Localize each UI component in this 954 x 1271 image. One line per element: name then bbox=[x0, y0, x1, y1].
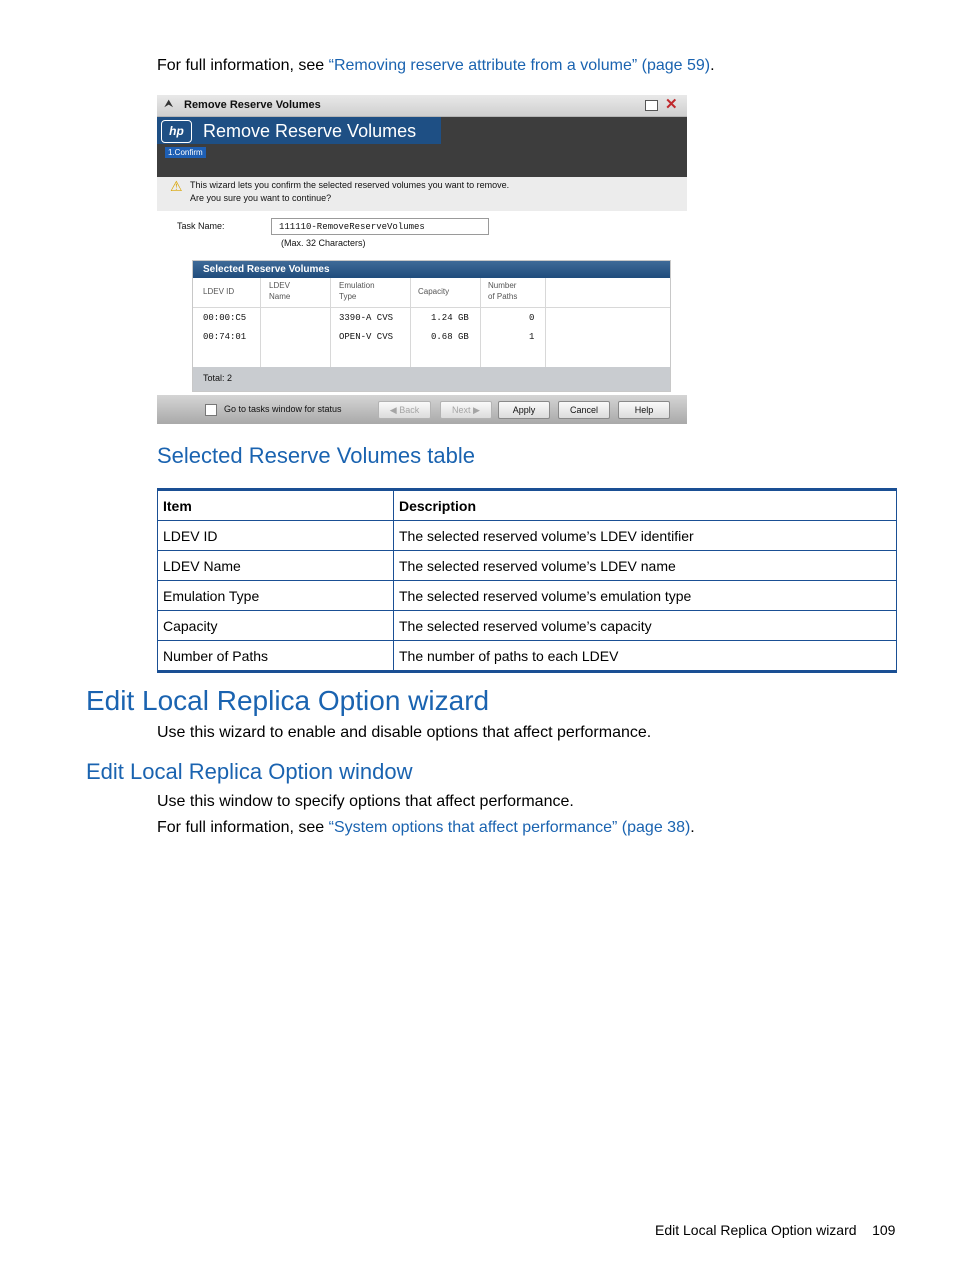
description-cell: The selected reserved volume’s emulation type bbox=[394, 581, 897, 611]
item-cell: LDEV ID bbox=[158, 521, 394, 551]
wizard-banner bbox=[157, 117, 687, 177]
cell-capacity: 1.24 GB bbox=[431, 313, 469, 323]
outro-link[interactable]: “System options that affect performance” (page 38) bbox=[328, 819, 691, 836]
description-cell: The selected reserved volume’s LDEV identifier bbox=[394, 521, 897, 551]
table-row bbox=[158, 521, 897, 551]
intro-paragraph bbox=[157, 56, 715, 76]
wizard-description: Use this wizard to enable and disable options that affect performance. bbox=[157, 724, 652, 741]
column-header-ldev-name[interactable]: LDEV Name bbox=[269, 281, 291, 301]
cell-emulation: 3390-A CVS bbox=[339, 313, 394, 323]
cell-ldev-id: 00:00:C5 bbox=[203, 313, 247, 323]
header-item: Item bbox=[158, 490, 394, 521]
button-bar bbox=[157, 395, 687, 424]
column-header-ldev-id[interactable]: LDEV ID bbox=[203, 287, 235, 296]
footer-title: Edit Local Replica Option wizard bbox=[655, 1222, 857, 1238]
intro-suffix: . bbox=[710, 57, 715, 74]
banner-title-bar bbox=[157, 117, 441, 144]
table-row bbox=[158, 581, 897, 611]
item-cell: LDEV Name bbox=[158, 551, 394, 581]
table-header-row bbox=[158, 490, 897, 521]
window-heading: Edit Local Replica Option window bbox=[86, 759, 413, 784]
cell-paths: 0 bbox=[529, 313, 535, 323]
warning-icon: ⚠ bbox=[170, 178, 183, 194]
warning-message bbox=[157, 177, 687, 211]
outro-paragraph bbox=[157, 818, 695, 838]
description-cell: The number of paths to each LDEV bbox=[394, 641, 897, 672]
collapse-icon[interactable]: ⮝ bbox=[164, 98, 174, 110]
task-name-input[interactable]: 111110-RemoveReserveVolumes bbox=[271, 218, 489, 235]
cell-ldev-id: 00:74:01 bbox=[203, 332, 247, 342]
header-description: Description bbox=[394, 490, 897, 521]
step-indicator: 1.Confirm bbox=[165, 147, 206, 158]
outro-prefix: For full information, see bbox=[157, 819, 329, 836]
cell-paths: 1 bbox=[529, 332, 535, 342]
window-titlebar bbox=[157, 95, 687, 117]
cell-emulation: OPEN-V CVS bbox=[339, 332, 394, 342]
page-number: 109 bbox=[872, 1222, 896, 1238]
column-header-number-of-paths[interactable]: Number of Paths bbox=[488, 281, 518, 301]
cell-capacity: 0.68 GB bbox=[431, 332, 469, 342]
intro-link[interactable]: “Removing reserve attribute from a volume” (page 59) bbox=[328, 57, 711, 74]
item-cell: Emulation Type bbox=[158, 581, 394, 611]
section-heading: Selected Reserve Volumes table bbox=[157, 443, 475, 468]
table-row bbox=[158, 611, 897, 641]
outro-suffix: . bbox=[690, 819, 695, 836]
go-to-tasks-checkbox[interactable] bbox=[205, 404, 217, 416]
back-button[interactable]: ◀ Back bbox=[378, 401, 431, 419]
cancel-button[interactable]: Cancel bbox=[558, 401, 610, 419]
window-description: Use this window to specify options that affect performance. bbox=[157, 793, 574, 810]
table-title: Selected Reserve Volumes bbox=[193, 261, 670, 278]
task-name-label: Task Name: bbox=[177, 221, 225, 231]
page-footer bbox=[655, 1222, 895, 1238]
table-row bbox=[158, 641, 897, 672]
go-to-tasks-label: Go to tasks window for status bbox=[224, 404, 342, 414]
table-footer bbox=[193, 367, 670, 391]
intro-prefix: For full information, see bbox=[157, 57, 329, 74]
selected-reserve-volumes-table bbox=[192, 260, 671, 392]
help-button[interactable]: Help bbox=[618, 401, 670, 419]
column-header-capacity[interactable]: Capacity bbox=[418, 287, 450, 296]
total-count: Total: 2 bbox=[203, 373, 233, 383]
maximize-icon[interactable] bbox=[645, 100, 658, 111]
close-icon[interactable]: ✕ bbox=[665, 96, 678, 113]
hp-logo-icon: hp bbox=[161, 120, 192, 143]
remove-reserve-volumes-window bbox=[157, 95, 687, 424]
wizard-heading: Edit Local Replica Option wizard bbox=[86, 685, 490, 716]
warning-line-2: Are you sure you want to continue? bbox=[190, 193, 332, 203]
column-header-emulation-type[interactable]: Emulation Type bbox=[339, 281, 375, 301]
next-button[interactable]: Next ▶ bbox=[440, 401, 492, 419]
description-cell: The selected reserved volume’s LDEV name bbox=[394, 551, 897, 581]
task-name-hint: (Max. 32 Characters) bbox=[281, 238, 366, 248]
description-table bbox=[157, 488, 897, 673]
description-cell: The selected reserved volume’s capacity bbox=[394, 611, 897, 641]
window-title: Remove Reserve Volumes bbox=[184, 99, 321, 111]
banner-title: Remove Reserve Volumes bbox=[203, 121, 417, 141]
apply-button[interactable]: Apply bbox=[498, 401, 550, 419]
table-row bbox=[158, 551, 897, 581]
warning-line-1: This wizard lets you confirm the selected reserved volumes you want to remove. bbox=[190, 180, 510, 190]
item-cell: Capacity bbox=[158, 611, 394, 641]
item-cell: Number of Paths bbox=[158, 641, 394, 672]
